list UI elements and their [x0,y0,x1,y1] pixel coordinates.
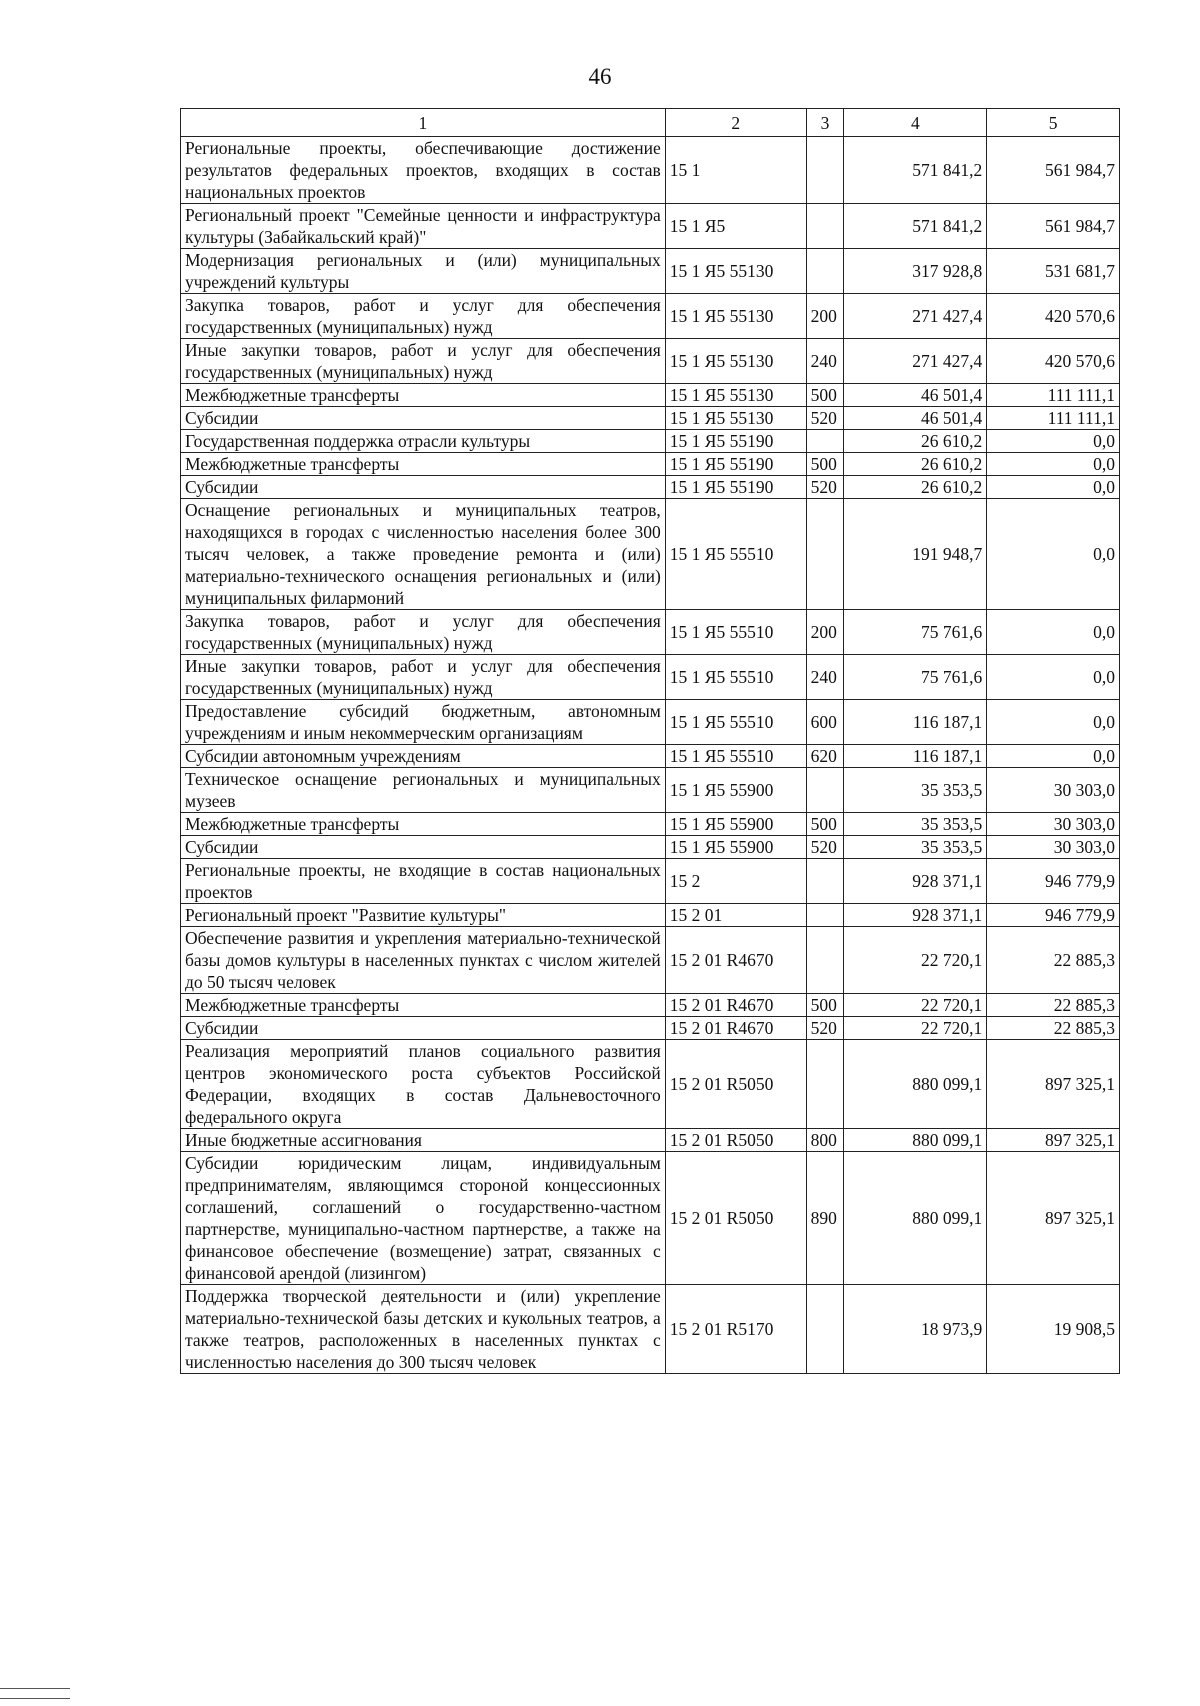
table-row [181,137,1120,204]
row-code-cell: 15 1 Я5 55130 [665,339,806,384]
row-name-cell: Государственная поддержка отрасли культуры [181,430,666,453]
row-type-cell [806,1040,844,1129]
row-value-2024-cell: 271 427,4 [844,294,987,339]
row-code-cell: 15 1 [665,137,806,204]
table-row [181,700,1120,745]
table-row [181,813,1120,836]
row-value-2024-cell: 880 099,1 [844,1129,987,1152]
row-code-cell: 15 2 01 R4670 [665,994,806,1017]
table-row [181,927,1120,994]
row-value-2024-cell: 75 761,6 [844,610,987,655]
table-row [181,768,1120,813]
row-value-2025-cell: 420 570,6 [987,339,1120,384]
row-value-2025-cell: 22 885,3 [987,927,1120,994]
row-name-cell: Закупка товаров, работ и услуг для обеспечения государственных (муниципальных) нужд [181,294,666,339]
row-value-2025-cell: 897 325,1 [987,1040,1120,1129]
row-name-cell: Субсидии [181,407,666,430]
row-value-2024-cell: 191 948,7 [844,499,987,610]
row-value-2025-cell: 0,0 [987,430,1120,453]
header-row [181,109,1120,137]
row-code-cell: 15 2 01 R5050 [665,1040,806,1129]
row-value-2024-cell: 26 610,2 [844,453,987,476]
row-code-cell: 15 1 Я5 55190 [665,430,806,453]
row-type-cell: 240 [806,655,844,700]
table-row [181,1040,1120,1129]
row-type-cell: 620 [806,745,844,768]
row-type-cell: 600 [806,700,844,745]
row-value-2024-cell: 22 720,1 [844,994,987,1017]
row-value-2025-cell: 22 885,3 [987,1017,1120,1040]
row-value-2024-cell: 571 841,2 [844,137,987,204]
row-name-cell: Региональный проект "Развитие культуры" [181,904,666,927]
margin-mark [0,1698,70,1699]
row-value-2025-cell: 531 681,7 [987,249,1120,294]
table-row [181,610,1120,655]
budget-table [180,108,1120,1374]
row-value-2025-cell: 0,0 [987,745,1120,768]
table-row [181,339,1120,384]
row-name-cell: Межбюджетные трансферты [181,813,666,836]
row-value-2025-cell: 30 303,0 [987,813,1120,836]
row-type-cell [806,927,844,994]
row-type-cell [806,430,844,453]
row-code-cell: 15 1 Я5 55900 [665,813,806,836]
row-type-cell [806,137,844,204]
table-row [181,655,1120,700]
row-value-2025-cell: 111 111,1 [987,384,1120,407]
row-name-cell: Субсидии автономным учреждениям [181,745,666,768]
row-name-cell: Закупка товаров, работ и услуг для обеспечения государственных (муниципальных) нужд [181,610,666,655]
row-code-cell: 15 1 Я5 55510 [665,499,806,610]
row-code-cell: 15 1 Я5 55510 [665,655,806,700]
row-value-2025-cell: 0,0 [987,453,1120,476]
row-value-2024-cell: 317 928,8 [844,249,987,294]
row-type-cell [806,499,844,610]
row-name-cell: Межбюджетные трансферты [181,453,666,476]
row-value-2025-cell: 561 984,7 [987,137,1120,204]
row-name-cell: Иные бюджетные ассигнования [181,1129,666,1152]
row-value-2024-cell: 35 353,5 [844,768,987,813]
row-code-cell: 15 1 Я5 [665,204,806,249]
row-type-cell: 500 [806,994,844,1017]
row-name-cell: Региональные проекты, обеспечивающие достижение результатов федеральных проектов, входящих в состав национальных проектов [181,137,666,204]
row-code-cell: 15 2 01 R4670 [665,927,806,994]
header-cell: 3 [806,109,844,137]
table-row [181,294,1120,339]
row-code-cell: 15 1 Я5 55190 [665,476,806,499]
table-row [181,859,1120,904]
row-code-cell: 15 1 Я5 55900 [665,836,806,859]
row-name-cell: Обеспечение развития и укрепления материально-технической базы домов культуры в населенных пунктах с числом жителей до 50 тысяч человек [181,927,666,994]
row-code-cell: 15 1 Я5 55190 [665,453,806,476]
table-row [181,904,1120,927]
row-name-cell: Предоставление субсидий бюджетным, автономным учреждениям и иным некоммерческим организациям [181,700,666,745]
table-row [181,384,1120,407]
row-code-cell: 15 2 01 R5050 [665,1152,806,1285]
row-code-cell: 15 2 [665,859,806,904]
row-code-cell: 15 1 Я5 55130 [665,294,806,339]
row-type-cell [806,204,844,249]
table-row [181,994,1120,1017]
row-value-2024-cell: 571 841,2 [844,204,987,249]
row-code-cell: 15 2 01 [665,904,806,927]
table-row [181,1285,1120,1374]
table-row [181,1129,1120,1152]
row-name-cell: Субсидии [181,836,666,859]
row-value-2024-cell: 928 371,1 [844,904,987,927]
row-name-cell: Региональный проект "Семейные ценности и инфраструктура культуры (Забайкальский край)" [181,204,666,249]
row-code-cell: 15 1 Я5 55510 [665,745,806,768]
row-value-2025-cell: 30 303,0 [987,768,1120,813]
row-value-2025-cell: 897 325,1 [987,1152,1120,1285]
row-type-cell: 200 [806,610,844,655]
header-cell: 5 [987,109,1120,137]
row-value-2024-cell: 271 427,4 [844,339,987,384]
row-value-2025-cell: 22 885,3 [987,994,1120,1017]
row-value-2024-cell: 46 501,4 [844,384,987,407]
margin-mark [0,1688,70,1689]
row-code-cell: 15 2 01 R4670 [665,1017,806,1040]
row-value-2025-cell: 0,0 [987,655,1120,700]
row-value-2024-cell: 880 099,1 [844,1152,987,1285]
row-value-2024-cell: 26 610,2 [844,430,987,453]
table-row [181,836,1120,859]
row-value-2025-cell: 561 984,7 [987,204,1120,249]
row-type-cell: 520 [806,836,844,859]
row-code-cell: 15 1 Я5 55130 [665,407,806,430]
row-type-cell: 500 [806,384,844,407]
row-value-2025-cell: 0,0 [987,700,1120,745]
row-value-2025-cell: 420 570,6 [987,294,1120,339]
row-name-cell: Иные закупки товаров, работ и услуг для обеспечения государственных (муниципальных) нужд [181,339,666,384]
row-value-2025-cell: 0,0 [987,499,1120,610]
row-value-2025-cell: 946 779,9 [987,859,1120,904]
row-type-cell: 520 [806,1017,844,1040]
row-code-cell: 15 2 01 R5050 [665,1129,806,1152]
table-row [181,1017,1120,1040]
row-value-2024-cell: 75 761,6 [844,655,987,700]
row-name-cell: Субсидии [181,1017,666,1040]
row-value-2024-cell: 928 371,1 [844,859,987,904]
row-value-2024-cell: 22 720,1 [844,1017,987,1040]
table-row [181,453,1120,476]
header-cell: 2 [665,109,806,137]
row-value-2025-cell: 30 303,0 [987,836,1120,859]
row-name-cell: Техническое оснащение региональных и муниципальных музеев [181,768,666,813]
row-name-cell: Модернизация региональных и (или) муниципальных учреждений культуры [181,249,666,294]
row-type-cell [806,904,844,927]
row-name-cell: Иные закупки товаров, работ и услуг для обеспечения государственных (муниципальных) нужд [181,655,666,700]
row-type-cell: 200 [806,294,844,339]
row-name-cell: Межбюджетные трансферты [181,994,666,1017]
row-value-2024-cell: 35 353,5 [844,836,987,859]
table-row [181,745,1120,768]
table-row [181,430,1120,453]
table-row [181,407,1120,430]
row-code-cell: 15 1 Я5 55130 [665,249,806,294]
row-type-cell: 520 [806,476,844,499]
header-cell: 1 [181,109,666,137]
row-value-2024-cell: 18 973,9 [844,1285,987,1374]
row-value-2024-cell: 35 353,5 [844,813,987,836]
row-value-2024-cell: 46 501,4 [844,407,987,430]
row-type-cell: 500 [806,813,844,836]
row-name-cell: Региональные проекты, не входящие в состав национальных проектов [181,859,666,904]
row-name-cell: Реализация мероприятий планов социального развития центров экономического роста субъектов Российской Федерации, входящих в состав Дальневосточного федерального округа [181,1040,666,1129]
row-code-cell: 15 1 Я5 55510 [665,610,806,655]
table-row [181,204,1120,249]
row-type-cell: 240 [806,339,844,384]
row-value-2024-cell: 116 187,1 [844,745,987,768]
row-name-cell: Субсидии [181,476,666,499]
row-type-cell: 890 [806,1152,844,1285]
table-row [181,476,1120,499]
row-type-cell [806,859,844,904]
row-value-2025-cell: 946 779,9 [987,904,1120,927]
header-cell: 4 [844,109,987,137]
row-code-cell: 15 1 Я5 55510 [665,700,806,745]
row-value-2025-cell: 19 908,5 [987,1285,1120,1374]
row-name-cell: Поддержка творческой деятельности и (или) укрепление материально-технической базы детских и кукольных театров, а также театров, расположенных в населенных пунктах с численностью населения до 300 тысяч человек [181,1285,666,1374]
row-type-cell: 500 [806,453,844,476]
row-type-cell [806,768,844,813]
row-value-2025-cell: 111 111,1 [987,407,1120,430]
row-code-cell: 15 1 Я5 55130 [665,384,806,407]
row-type-cell [806,1285,844,1374]
row-value-2024-cell: 880 099,1 [844,1040,987,1129]
page-number: 46 [588,64,612,89]
row-name-cell: Оснащение региональных и муниципальных театров, находящихся в городах с численностью населения более 300 тысяч человек, а также проведение ремонта и (или) материально-технического оснащения региональных и (или) муниципальных филармоний [181,499,666,610]
table-row [181,499,1120,610]
row-value-2025-cell: 897 325,1 [987,1129,1120,1152]
table-row [181,249,1120,294]
row-value-2025-cell: 0,0 [987,476,1120,499]
row-value-2024-cell: 26 610,2 [844,476,987,499]
row-type-cell [806,249,844,294]
row-type-cell: 800 [806,1129,844,1152]
table-row [181,1152,1120,1285]
row-value-2024-cell: 22 720,1 [844,927,987,994]
row-name-cell: Межбюджетные трансферты [181,384,666,407]
row-name-cell: Субсидии юридическим лицам, индивидуальным предпринимателям, являющимся стороной концессионных соглашений, соглашений о государственно-частном партнерстве, муниципально-частном партнерстве, а также на финансовое обеспечение (возмещение) затрат, связанных с финансовой арендой (лизингом) [181,1152,666,1285]
row-type-cell: 520 [806,407,844,430]
row-code-cell: 15 2 01 R5170 [665,1285,806,1374]
row-code-cell: 15 1 Я5 55900 [665,768,806,813]
row-value-2024-cell: 116 187,1 [844,700,987,745]
row-value-2025-cell: 0,0 [987,610,1120,655]
